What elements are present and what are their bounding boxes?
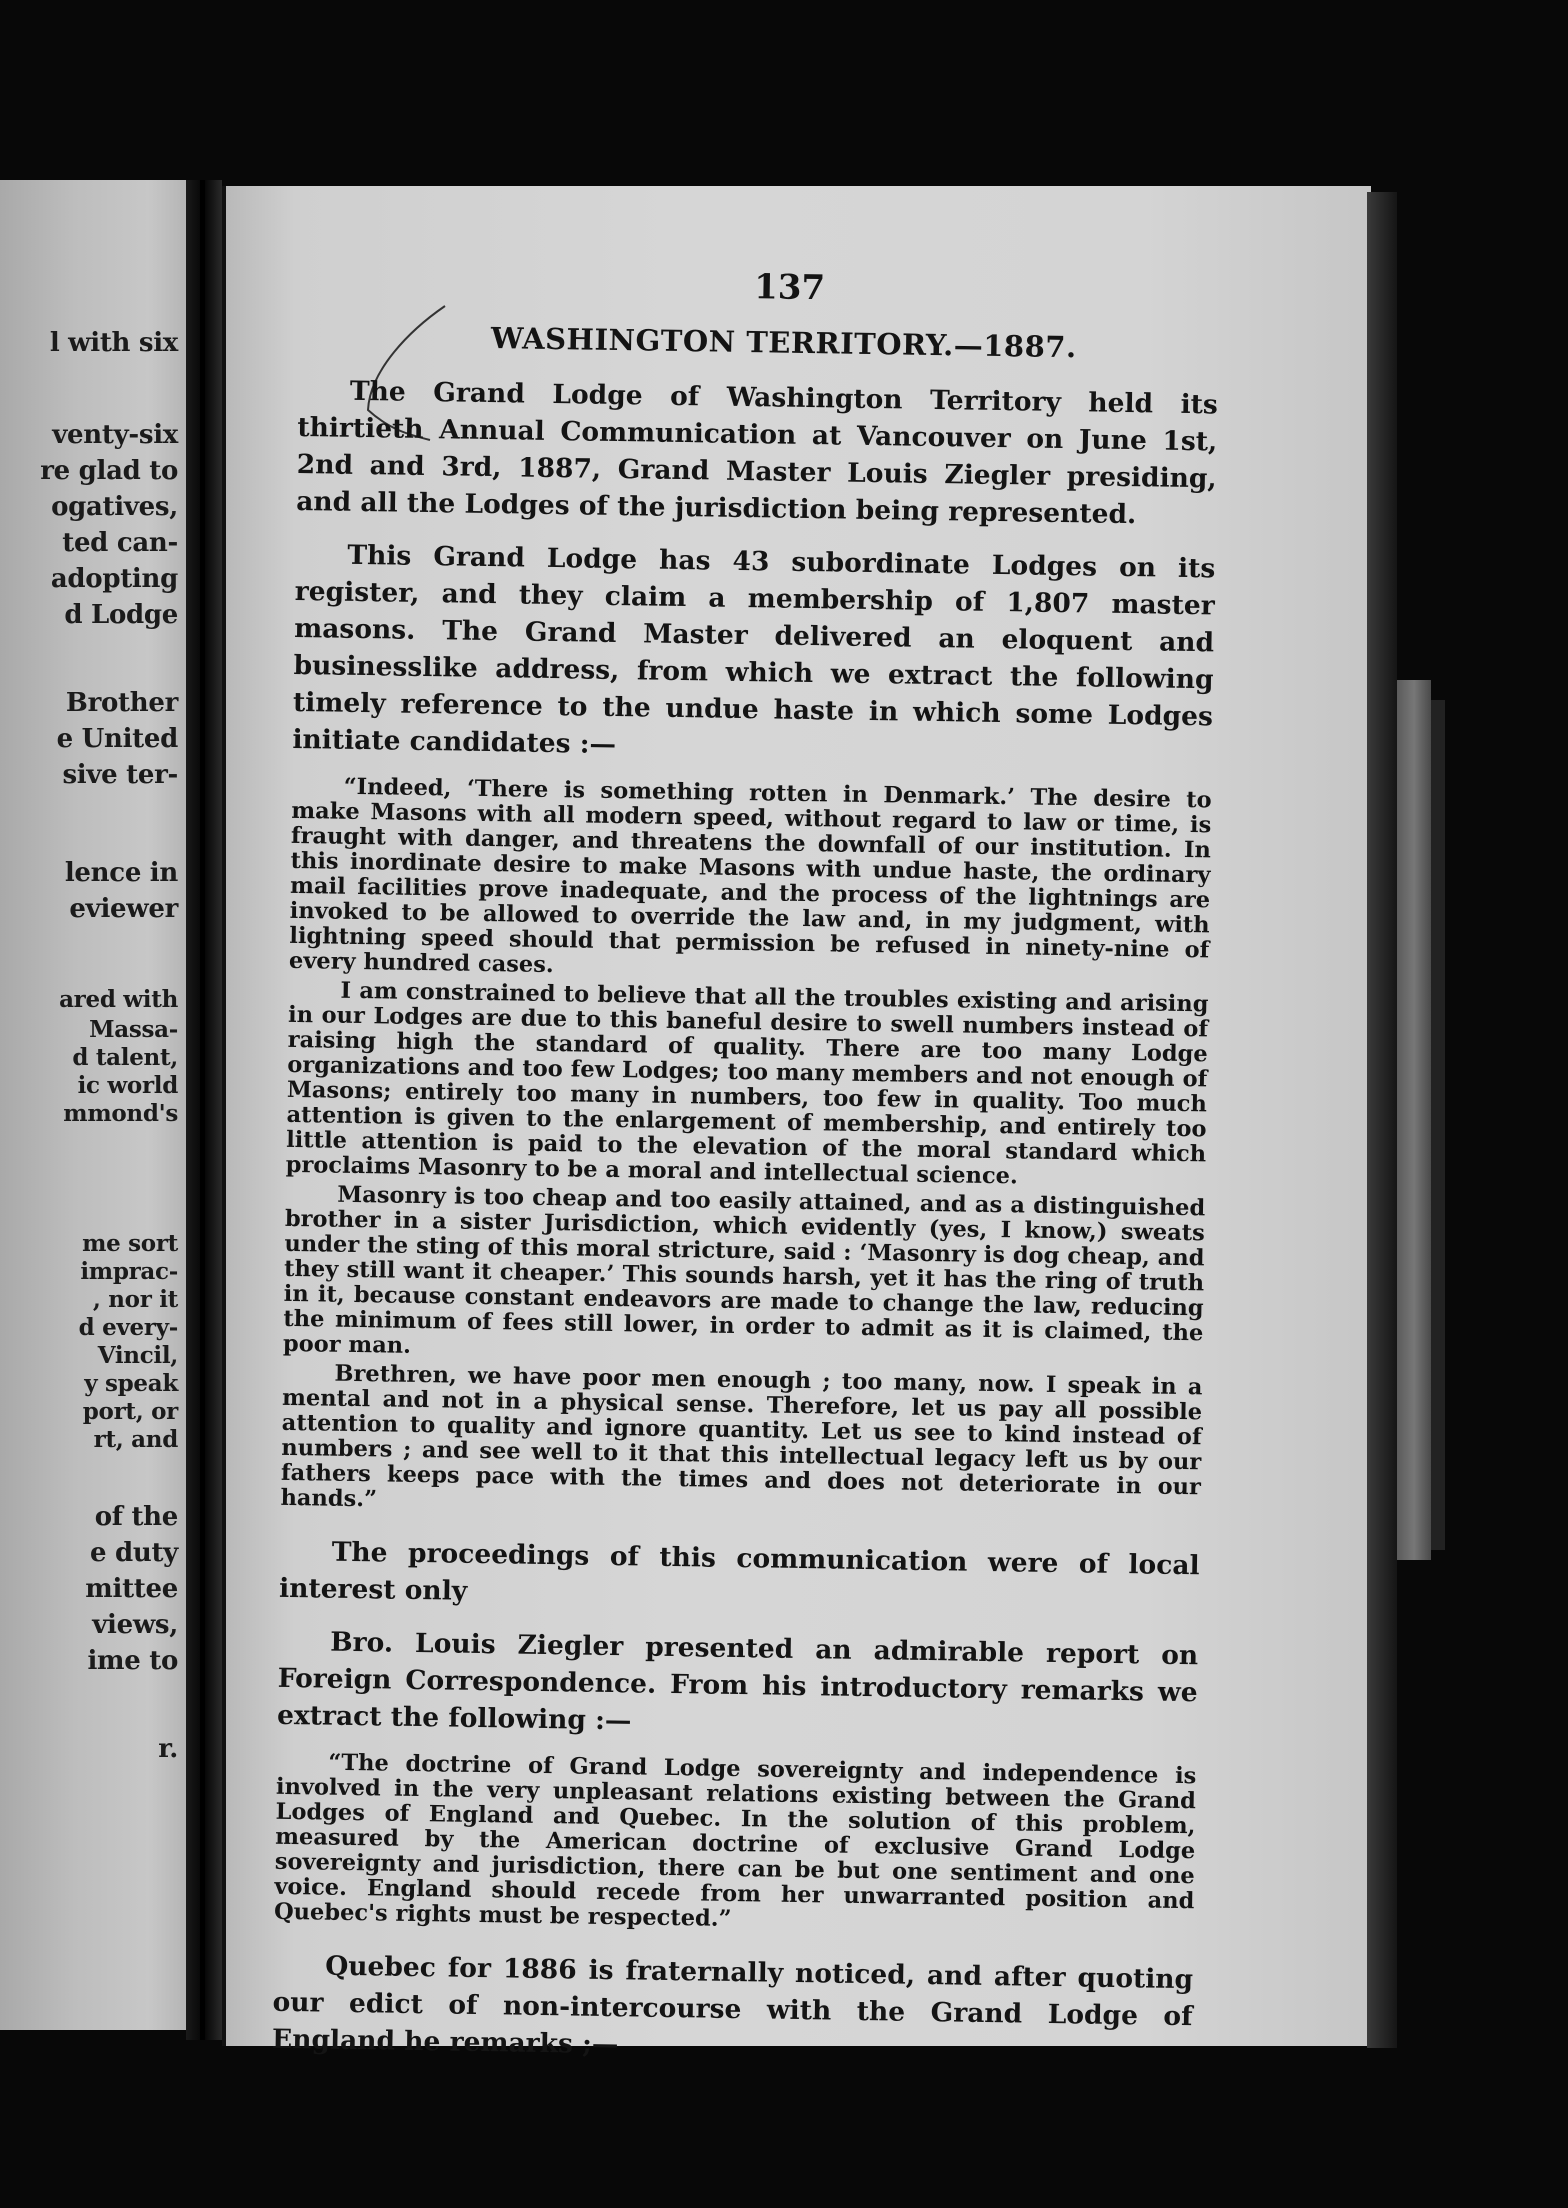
left-fragment: me sort bbox=[82, 1230, 178, 1257]
quote-block-grand-master bbox=[280, 774, 1211, 1525]
quote-paragraph: “The doctrine of Grand Lodge sovereignty and independence is involved in the very unpleasant relations existing between the Grand Lodges of England and Quebec. In the solution of this problem, measured by the American doctrine of exclusive Grand Lodge sovereignty and jurisdiction, there can be but one sentiment and one voice. England should recede from her unwarranted position and Quebec's rights must be respected.” bbox=[273, 1749, 1197, 1932]
left-fragment: d Lodge bbox=[64, 600, 178, 630]
left-fragment: d every- bbox=[78, 1314, 178, 1341]
quote-paragraph: Brethren, we have poor men enough ; too many, now. I speak in a mental and not in a physical sense. Therefore, let us pay all possible attention to quality and ignore quantity. Let us see to kind instead of numbers ; and see well to it that this intellectual legacy left us by our fathers keeps pace with the times and does not deteriorate in our hands.” bbox=[280, 1360, 1203, 1513]
left-fragment: e United bbox=[56, 724, 178, 754]
left-fragment: Vincil, bbox=[97, 1342, 178, 1369]
left-fragment: lence in bbox=[64, 858, 178, 888]
left-fragment: d talent, bbox=[72, 1044, 178, 1071]
left-fragment: ogatives, bbox=[51, 492, 178, 522]
quote-paragraph: Masonry is too cheap and too easily attained, and as a distinguished brother in a sister Jurisdiction, which evidently (yes, I know,) sweats under the sting of this moral stricture, said : ‘Masonry is dog cheap, and they still want it cheaper.’ This sounds harsh, yet it has the ring of truth in it, because constant endeavors are made to change the law, reducing the minimum of fees still lower, in order to admit as it is claimed, the poor man. bbox=[282, 1181, 1206, 1359]
left-fragment: , nor it bbox=[92, 1286, 178, 1313]
left-fragment: rt, and bbox=[93, 1426, 178, 1453]
left-fragment: port, or bbox=[82, 1398, 178, 1425]
left-fragment: e duty bbox=[90, 1538, 178, 1568]
left-fragment: views, bbox=[92, 1610, 178, 1640]
left-fragment: l with six bbox=[49, 328, 178, 358]
left-fragment: eviewer bbox=[69, 894, 178, 924]
page-edge-strip-dark bbox=[1431, 700, 1445, 1550]
left-fragment: Massa- bbox=[89, 1016, 178, 1043]
left-fragment: re glad to bbox=[40, 456, 178, 486]
left-fragment: mmond's bbox=[63, 1100, 178, 1127]
left-fragment: ared with bbox=[59, 986, 178, 1013]
left-fragment: r. bbox=[158, 1734, 178, 1764]
quote-paragraph: I am constrained to believe that all the troubles existing and arising in our Lodges are due to this baneful desire to swell numbers instead of raising high the standard of quality. There are too many Lodge organizations and too few Lodges; too many members and not enough of Masons; entirely too many in numbers, too few in quality. Too much attention is given to the enlargement of membership, and entirely too little attention is paid to the elevation of the moral standard which proclaims Masonry to be a moral and intellectual science. bbox=[285, 977, 1209, 1190]
paragraph: The Grand Lodge of Washington Territory held its thirtieth Annual Communication at Vancouver on June 1st, 2nd and 3rd, 1887, Grand Master Louis Ziegler presiding, and all the Lodges of the jurisdiction being represented. bbox=[295, 375, 1219, 531]
paragraph: The proceedings of this communication were of local interest only bbox=[278, 1536, 1200, 1607]
left-fragment: sive ter- bbox=[62, 760, 178, 790]
left-fragment: mittee bbox=[85, 1574, 178, 1604]
left-fragment: ted can- bbox=[62, 528, 178, 558]
quote-paragraph: “Indeed, ‘There is something rotten in Denmark.’ The desire to make Masons with all modern speed, without regard to law or time, is fraught with danger, and threatens the downfall of our institution. In this inordinate desire to make Masons with undue haste, the ordinary mail facilities prove inadequate, and the process of the lightnings are invoked to be allowed to override the law and, in my judgment, with lightning speed should that permission be refused in ninety-nine of every hundred cases. bbox=[288, 773, 1212, 979]
paragraph: Quebec for 1886 is fraternally noticed, and after quoting our edict of non-intercourse with the Grand Lodge of England he remarks ;— bbox=[271, 1950, 1194, 2061]
left-fragment: ic world bbox=[77, 1072, 178, 1099]
section-heading: WASHINGTON TERRITORY.—1887. bbox=[490, 321, 1077, 365]
left-fragment: venty-six bbox=[52, 420, 178, 450]
page-edge-strip bbox=[1397, 680, 1431, 1560]
gutter-rule bbox=[200, 180, 205, 2040]
page-content bbox=[272, 260, 1220, 2088]
left-fragment: ime to bbox=[87, 1646, 178, 1676]
paragraph: Bro. Louis Ziegler presented an admirable report on Foreign Correspondence. From his introductory remarks we extract the following :— bbox=[276, 1626, 1199, 1737]
left-fragment: Brother bbox=[65, 688, 178, 718]
page-edge-shadow bbox=[1367, 192, 1397, 2048]
paragraph: This Grand Lodge has 43 subordinate Lodges on its register, and they claim a membership of 1,807 master masons. The Grand Master delivered an eloquent and businesslike address, from which we extract the following timely reference to the undue haste in which some Lodges initiate candidates :— bbox=[292, 539, 1216, 761]
facing-page-left bbox=[0, 180, 186, 2030]
quote-block-correspondence bbox=[274, 1750, 1197, 1939]
left-fragment: of the bbox=[94, 1502, 178, 1532]
page-number: 137 bbox=[753, 267, 826, 309]
left-fragment: y speak bbox=[84, 1370, 178, 1397]
left-fragment: adopting bbox=[50, 564, 178, 594]
left-fragment: imprac- bbox=[80, 1258, 178, 1285]
